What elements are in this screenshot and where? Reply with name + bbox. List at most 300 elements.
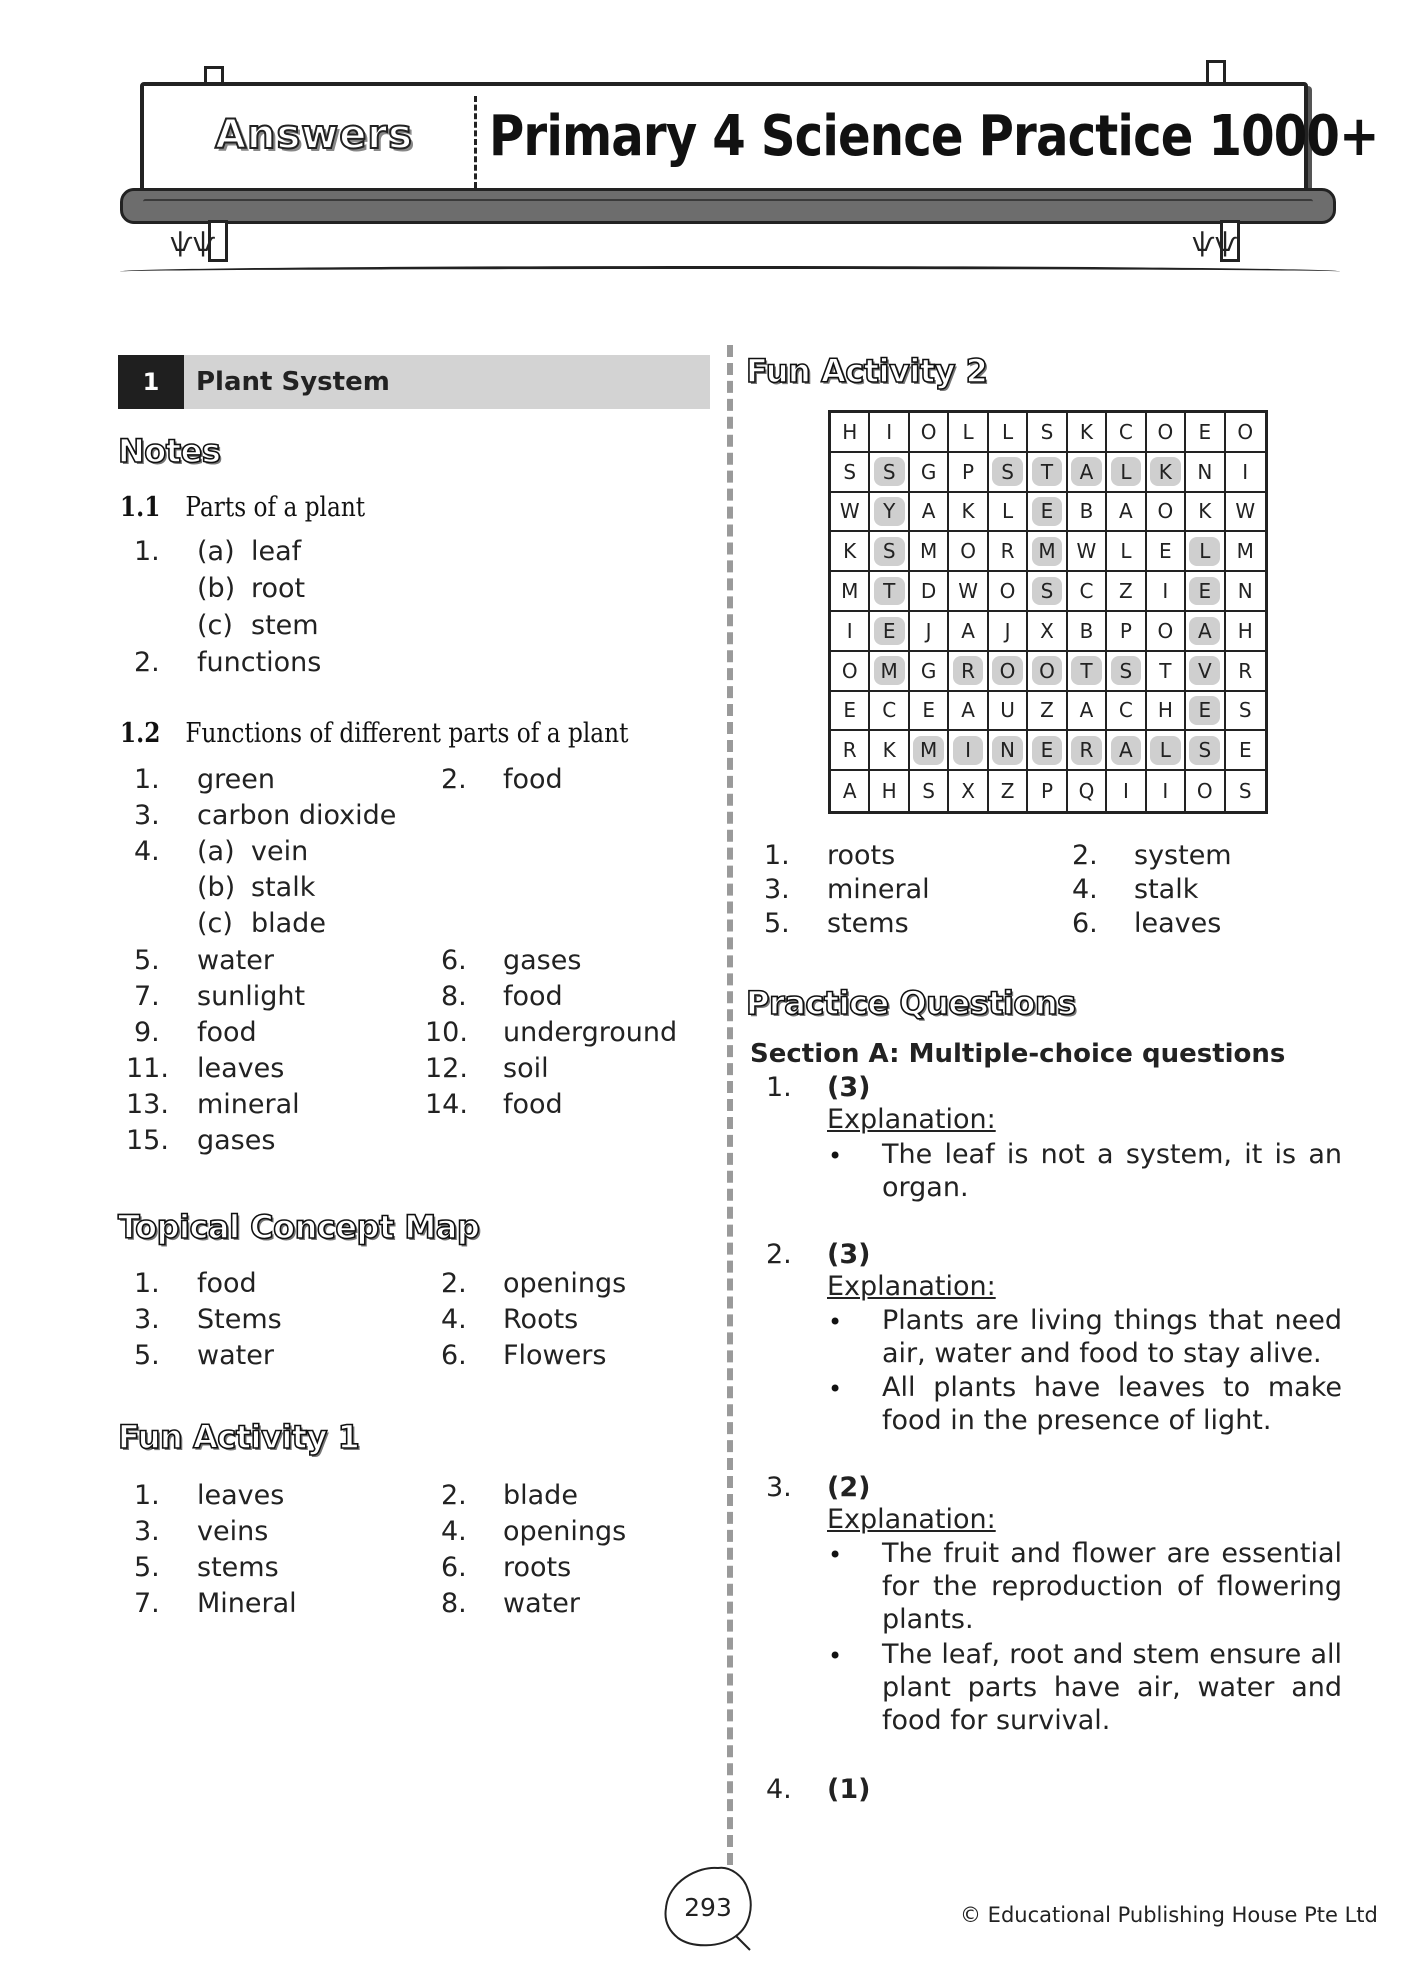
item-number: 3.: [134, 1304, 160, 1335]
grid-cell: [1186, 413, 1225, 453]
grid-letter: O: [1157, 419, 1174, 444]
item-number: 4.: [441, 1304, 467, 1335]
explanation-text: The leaf, root and stem ensure all plant parts have air, water and food for survival.: [882, 1639, 1342, 1736]
grid-cell: [910, 572, 949, 612]
grid-letter: C: [882, 698, 897, 723]
fun-activity-2-heading: Fun Activity 2: [746, 352, 988, 390]
item-number: 4.: [441, 1516, 467, 1547]
grid-letter: R: [1000, 539, 1015, 564]
grid-cell: [949, 572, 988, 612]
item-number: 14.: [425, 1089, 468, 1120]
explanation-text: Plants are living things that need air, water and food to stay alive.: [882, 1305, 1342, 1369]
grid-letter: H: [1237, 618, 1253, 643]
grid-letter: V: [1189, 656, 1220, 685]
item-answer: food: [503, 1089, 563, 1120]
grid-letter: S: [992, 457, 1023, 486]
grid-cell: [1186, 652, 1225, 692]
grid-letter: O: [999, 579, 1016, 604]
grid-letter: S: [843, 459, 857, 484]
item-number: 5.: [764, 908, 790, 939]
answers-label: Answers: [215, 112, 413, 158]
grid-cell: [910, 612, 949, 652]
grid-letter: O: [1032, 656, 1063, 685]
grid-cell: [949, 692, 988, 732]
question-answer: (2): [827, 1472, 871, 1503]
item-answer: stalk: [1134, 874, 1199, 905]
item-number: 6.: [441, 945, 467, 976]
item-number: 3.: [764, 874, 790, 905]
grid-cell: [1028, 612, 1067, 652]
item-answer: water: [197, 945, 274, 976]
item-answer: vein: [251, 836, 309, 867]
grid-letter: I: [1122, 779, 1129, 804]
grid-cell: [949, 731, 988, 771]
grid-cell: [910, 413, 949, 453]
question-number: 1.: [766, 1072, 792, 1103]
grid-letter: R: [1238, 658, 1253, 683]
item-answer: Mineral: [197, 1588, 297, 1619]
grid-letter: X: [961, 779, 975, 804]
grid-letter: E: [874, 617, 905, 646]
grid-cell: [1068, 572, 1107, 612]
grid-cell: [1226, 453, 1265, 493]
grid-cell: [1226, 731, 1265, 771]
item-number: 7.: [134, 981, 160, 1012]
grid-letter: P: [1119, 618, 1132, 643]
item-answer: roots: [827, 840, 896, 871]
item-answer: openings: [503, 1516, 627, 1547]
copyright-text: © Educational Publishing House Pte Ltd: [960, 1903, 1378, 1927]
item-number: 1.: [134, 1480, 160, 1511]
grid-cell: [1226, 652, 1265, 692]
grid-cell: [949, 532, 988, 572]
item-answer: green: [197, 764, 275, 795]
grid-letter: E: [922, 698, 935, 723]
grid-cell: [1107, 692, 1146, 732]
grid-letter: W: [839, 499, 860, 524]
grid-letter: W: [1076, 539, 1097, 564]
grid-cell: [1186, 453, 1225, 493]
grid-cell: [1068, 692, 1107, 732]
grid-cell: [989, 612, 1028, 652]
grid-cell: [989, 692, 1028, 732]
grid-cell: [831, 692, 870, 732]
grid-cell: [831, 413, 870, 453]
grid-cell: [1226, 572, 1265, 612]
item-answer: leaf: [251, 536, 302, 567]
grid-cell: [831, 532, 870, 572]
item-answer: stems: [827, 908, 909, 939]
grid-cell: [1147, 572, 1186, 612]
grid-letter: A: [961, 698, 975, 723]
grid-letter: L: [1111, 457, 1142, 486]
grid-cell: [910, 731, 949, 771]
grid-letter: K: [882, 738, 896, 763]
grid-cell: [1068, 453, 1107, 493]
item-answer: gases: [197, 1125, 276, 1156]
grid-letter: R: [953, 656, 984, 685]
item-answer: food: [503, 764, 563, 795]
grid-letter: B: [1079, 618, 1094, 643]
notes-heading: Notes: [118, 432, 221, 470]
grid-letter: S: [1238, 698, 1252, 723]
grid-letter: N: [1197, 459, 1213, 484]
grid-letter: K: [961, 499, 975, 524]
grid-letter: O: [920, 419, 937, 444]
grid-cell: [949, 612, 988, 652]
grid-cell: [1147, 453, 1186, 493]
grid-cell: [1186, 692, 1225, 732]
item-answer: soil: [503, 1053, 549, 1084]
grid-cell: [1226, 612, 1265, 652]
grid-cell: [1147, 493, 1186, 533]
item-answer: food: [197, 1017, 257, 1048]
subsection-heading: [120, 718, 628, 749]
grid-letter: X: [1040, 618, 1054, 643]
grid-letter: H: [881, 779, 897, 804]
grid-cell: [1226, 413, 1265, 453]
grid-letter: I: [846, 618, 853, 643]
grid-letter: L: [1150, 736, 1181, 765]
grid-cell: [989, 413, 1028, 453]
item-number: 6.: [441, 1340, 467, 1371]
grid-letter: S: [1111, 656, 1142, 685]
grid-letter: O: [1157, 499, 1174, 524]
grid-letter: L: [1001, 499, 1014, 524]
grid-cell: [1028, 532, 1067, 572]
grid-letter: G: [920, 459, 937, 484]
grid-letter: Z: [1040, 698, 1054, 723]
grid-letter: A: [1071, 457, 1102, 486]
grid-letter: Q: [1078, 779, 1095, 804]
grid-cell: [1107, 532, 1146, 572]
grass-icon: ѱѱ: [1192, 228, 1238, 258]
item-answer: stem: [251, 610, 319, 641]
item-number: 8.: [441, 1588, 467, 1619]
grid-letter: B: [1079, 499, 1094, 524]
item-answer: water: [503, 1588, 580, 1619]
grid-letter: E: [1189, 577, 1220, 606]
grid-cell: [989, 731, 1028, 771]
grid-letter: J: [925, 618, 932, 643]
grid-letter: I: [1242, 459, 1249, 484]
grid-letter: E: [1189, 696, 1220, 725]
subsection-number: 1.1: [120, 492, 161, 523]
item-answer: leaves: [197, 1053, 285, 1084]
grid-cell: [1147, 731, 1186, 771]
bullet-icon: •: [828, 1541, 843, 1569]
item-answer: food: [503, 981, 563, 1012]
grid-cell: [1147, 692, 1186, 732]
grid-letter: E: [1238, 738, 1252, 763]
item-answer: system: [1134, 840, 1232, 871]
grid-cell: [949, 771, 988, 811]
item-answer: water: [197, 1340, 274, 1371]
grid-letter: A: [1111, 736, 1142, 765]
grid-cell: [870, 731, 909, 771]
grid-cell: [910, 453, 949, 493]
grid-letter: E: [1032, 736, 1063, 765]
grid-letter: M: [1032, 537, 1063, 566]
grid-cell: [831, 572, 870, 612]
grid-cell: [910, 652, 949, 692]
item-answer: Stems: [197, 1304, 282, 1335]
item-answer: Roots: [503, 1304, 579, 1335]
grid-cell: [949, 652, 988, 692]
item-number: 5.: [134, 945, 160, 976]
grass-icon: ѱѱ: [170, 228, 216, 258]
concept-map-heading: Topical Concept Map: [118, 1208, 480, 1246]
explanation-text: All plants have leaves to make food in the presence of light.: [882, 1372, 1342, 1436]
item-number: 1.: [134, 1268, 160, 1299]
grid-cell: [949, 493, 988, 533]
grid-letter: I: [1162, 779, 1169, 804]
grid-letter: K: [1079, 419, 1093, 444]
grid-letter: N: [1237, 579, 1253, 604]
grid-cell: [831, 771, 870, 811]
item-sub: (b): [197, 872, 236, 903]
grid-letter: C: [1118, 419, 1133, 444]
grid-letter: S: [1238, 779, 1252, 804]
item-number: 2.: [441, 1268, 467, 1299]
grid-cell: [1068, 532, 1107, 572]
item-number: 15.: [126, 1125, 169, 1156]
item-number: 3.: [134, 1516, 160, 1547]
question-answer: (3): [827, 1072, 871, 1103]
grid-letter: O: [960, 539, 976, 564]
subsection-heading: [120, 492, 365, 523]
item-sub: (c): [197, 610, 233, 641]
grid-letter: E: [1159, 539, 1172, 564]
grid-letter: M: [913, 736, 944, 765]
grid-letter: U: [1000, 698, 1015, 723]
header-banner: [120, 60, 1379, 280]
item-answer: veins: [197, 1516, 269, 1547]
question-number: 3.: [766, 1472, 792, 1503]
grid-cell: [949, 413, 988, 453]
grid-letter: A: [921, 499, 936, 524]
grid-cell: [910, 692, 949, 732]
grid-cell: [870, 612, 909, 652]
grid-letter: W: [958, 579, 978, 604]
grid-cell: [1186, 532, 1225, 572]
grid-letter: C: [1118, 698, 1133, 723]
chapter-number: 1: [118, 355, 184, 409]
bullet-icon: •: [828, 1308, 843, 1336]
grid-cell: [1226, 532, 1265, 572]
item-answer: mineral: [827, 874, 930, 905]
item-number: 2.: [441, 1480, 467, 1511]
item-answer: roots: [503, 1552, 572, 1583]
item-answer: blade: [251, 908, 326, 939]
grid-cell: [1068, 771, 1107, 811]
question-answer: (1): [827, 1774, 871, 1805]
banner-log: [120, 188, 1336, 224]
subsection-title: Parts of a plant: [185, 492, 366, 523]
section-a-title: Section A: Multiple-choice questions: [750, 1039, 1286, 1069]
grid-cell: [1107, 453, 1146, 493]
grid-cell: [1147, 652, 1186, 692]
grid-letter: K: [1150, 457, 1181, 486]
item-answer: food: [197, 1268, 257, 1299]
grid-cell: [1186, 612, 1225, 652]
question-number: 2.: [766, 1239, 792, 1270]
grid-cell: [1028, 771, 1067, 811]
grid-letter: S: [874, 537, 905, 566]
grid-letter: L: [1001, 419, 1014, 444]
practice-questions-heading: Practice Questions: [746, 984, 1076, 1022]
grid-letter: I: [953, 736, 984, 765]
item-sub: (b): [197, 573, 236, 604]
grid-letter: C: [1079, 579, 1094, 604]
item-number: 2.: [1072, 840, 1098, 871]
grid-letter: T: [1071, 656, 1102, 685]
item-number: 1.: [134, 536, 160, 567]
grid-cell: [831, 612, 870, 652]
item-answer: stems: [197, 1552, 279, 1583]
item-answer: underground: [503, 1017, 678, 1048]
grid-cell: [910, 493, 949, 533]
grid-letter: T: [1032, 457, 1063, 486]
grid-cell: [1068, 731, 1107, 771]
item-number: 8.: [441, 981, 467, 1012]
grid-cell: [870, 493, 909, 533]
grid-cell: [1028, 731, 1067, 771]
grid-letter: E: [1032, 497, 1063, 526]
grid-letter: O: [1157, 618, 1174, 643]
grid-cell: [1226, 771, 1265, 811]
item-number: 1.: [764, 840, 790, 871]
board-divider: [474, 96, 477, 188]
grid-cell: [1147, 612, 1186, 652]
grid-cell: [1107, 612, 1146, 652]
grid-cell: [1147, 771, 1186, 811]
grid-letter: A: [961, 618, 975, 643]
grid-letter: K: [1198, 499, 1212, 524]
grid-cell: [1107, 493, 1146, 533]
grid-letter: J: [1004, 618, 1011, 643]
grid-cell: [1107, 771, 1146, 811]
grid-letter: M: [874, 656, 905, 685]
grid-letter: M: [1236, 539, 1254, 564]
grid-cell: [1028, 692, 1067, 732]
grid-cell: [1068, 493, 1107, 533]
grid-letter: A: [1119, 499, 1133, 524]
grid-letter: Y: [874, 497, 905, 526]
fun-activity-1-heading: Fun Activity 1: [118, 1418, 360, 1456]
grid-cell: [1186, 493, 1225, 533]
grid-cell: [831, 453, 870, 493]
grid-cell: [870, 572, 909, 612]
grid-cell: [870, 413, 909, 453]
bullet-icon: •: [828, 1375, 843, 1403]
grid-letter: S: [1040, 419, 1054, 444]
item-number: 9.: [134, 1017, 160, 1048]
item-answer: carbon dioxide: [197, 800, 397, 831]
grid-letter: S: [1189, 736, 1220, 765]
grid-letter: M: [841, 579, 859, 604]
bullet-icon: •: [828, 1142, 843, 1170]
grid-letter: L: [1120, 539, 1132, 564]
grid-cell: [1028, 453, 1067, 493]
grid-letter: L: [1189, 537, 1220, 566]
chapter-bar: [118, 355, 710, 409]
grid-letter: I: [886, 419, 893, 444]
grid-cell: [989, 532, 1028, 572]
grid-letter: A: [1079, 698, 1094, 723]
item-answer: Flowers: [503, 1340, 607, 1371]
grid-letter: E: [843, 698, 857, 723]
item-answer: sunlight: [197, 981, 306, 1012]
item-answer: root: [251, 573, 306, 604]
grid-cell: [910, 771, 949, 811]
grid-letter: O: [1237, 419, 1254, 444]
grid-letter: P: [962, 459, 975, 484]
grid-cell: [870, 532, 909, 572]
grid-cell: [1186, 572, 1225, 612]
grid-letter: R: [1071, 736, 1102, 765]
grid-cell: [1226, 493, 1265, 533]
grid-letter: A: [842, 779, 857, 804]
grid-letter: D: [920, 579, 937, 604]
item-number: 2.: [441, 764, 467, 795]
item-number: 4.: [1072, 874, 1098, 905]
grid-letter: S: [874, 457, 905, 486]
word-search-grid: [828, 410, 1268, 814]
column-divider: [727, 345, 733, 1865]
grid-letter: G: [920, 658, 937, 683]
grid-cell: [1186, 771, 1225, 811]
grid-letter: I: [1162, 579, 1169, 604]
grid-cell: [1226, 692, 1265, 732]
grid-cell: [1107, 413, 1146, 453]
grid-cell: [831, 493, 870, 533]
item-sub: (c): [197, 908, 233, 939]
item-number: 10.: [425, 1017, 468, 1048]
item-answer: mineral: [197, 1089, 300, 1120]
grid-cell: [870, 692, 909, 732]
grid-letter: N: [992, 736, 1023, 765]
grid-cell: [1186, 731, 1225, 771]
grid-cell: [870, 453, 909, 493]
bullet-icon: •: [828, 1642, 843, 1670]
item-number: 7.: [134, 1588, 160, 1619]
grid-cell: [910, 532, 949, 572]
explanation-text: The leaf is not a system, it is an organ.: [882, 1139, 1342, 1203]
item-answer: leaves: [197, 1480, 285, 1511]
item-answer: leaves: [1134, 908, 1222, 939]
grid-cell: [1068, 612, 1107, 652]
item-number: 6.: [1072, 908, 1098, 939]
question-number: 4.: [766, 1774, 792, 1805]
grid-cell: [989, 652, 1028, 692]
explanation-label: Explanation:: [827, 1504, 996, 1535]
grid-letter: L: [962, 419, 974, 444]
subsection-title: Functions of different parts of a plant: [185, 718, 629, 749]
item-number: 5.: [134, 1552, 160, 1583]
grid-letter: S: [1032, 577, 1063, 606]
explanation-text: The fruit and flower are essential for the reproduction of flowering plants.: [882, 1538, 1342, 1635]
grid-letter: Z: [1119, 579, 1133, 604]
grid-cell: [989, 572, 1028, 612]
grid-letter: O: [1196, 779, 1213, 804]
explanation-label: Explanation:: [827, 1271, 996, 1302]
grid-letter: O: [992, 656, 1023, 685]
grid-cell: [949, 453, 988, 493]
grid-letter: T: [1159, 658, 1172, 683]
book-title: Primary 4 Science Practice 1000+: [489, 104, 1379, 169]
item-number: 11.: [126, 1053, 169, 1084]
